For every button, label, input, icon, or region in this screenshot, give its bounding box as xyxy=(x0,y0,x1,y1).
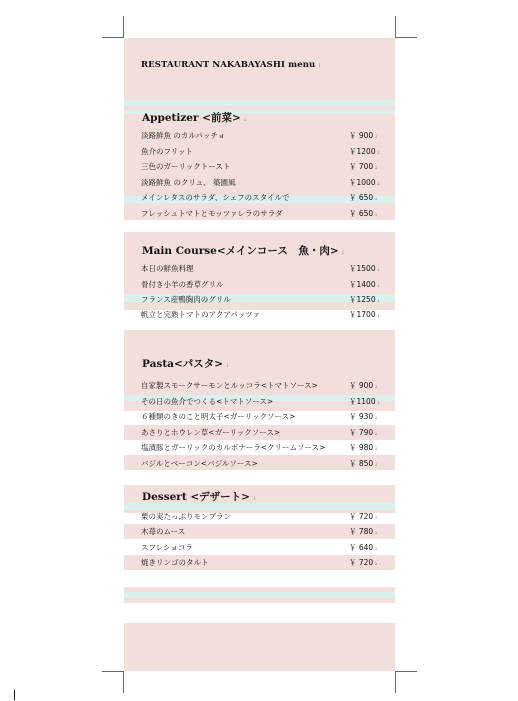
section-heading-text: Main Course<メインコース 魚・肉> xyxy=(142,245,339,257)
menu-item-name: 木苺のムース xyxy=(141,527,186,536)
menu-item xyxy=(141,557,381,569)
menu-item xyxy=(141,511,381,523)
menu-item xyxy=(141,442,381,454)
menu-item xyxy=(141,192,381,204)
menu-item-price: ￥ 700↓ xyxy=(349,162,378,171)
paragraph-mark: ↓ xyxy=(317,63,322,69)
section-heading-text: Dessert <デザート> xyxy=(142,491,250,503)
menu-item xyxy=(141,161,381,173)
menu-item xyxy=(141,411,381,423)
menu-item-name: 三色のガーリックトースト xyxy=(141,162,231,171)
crop-mark-bottom-left-v xyxy=(123,671,124,693)
menu-item xyxy=(141,263,381,275)
menu-item-name: スフレショコラ xyxy=(141,543,193,552)
menu-item-price: ￥ 850↓ xyxy=(349,459,378,468)
section-heading-appetizer xyxy=(142,110,247,125)
menu-item xyxy=(141,542,381,554)
menu-item xyxy=(141,208,381,220)
menu-item-name: フランス産鴨胸肉のグリル xyxy=(141,295,231,304)
section-heading-dessert xyxy=(142,489,256,504)
section-heading-main-course xyxy=(142,243,345,258)
band-footer-block xyxy=(124,623,395,671)
menu-item xyxy=(141,380,381,392)
menu-item-name: 焼きリンゴのタルト xyxy=(141,558,209,567)
menu-item xyxy=(141,146,381,158)
band-footer-2 xyxy=(124,598,395,603)
menu-item-price: ￥1500↓ xyxy=(349,264,381,273)
crop-mark-bottom-left-h xyxy=(102,671,124,672)
menu-item-name: 骨付き小羊の香草グリル xyxy=(141,280,224,289)
menu-item-price: ￥ 900↓ xyxy=(349,131,378,140)
menu-item-name: バジルとベーコン<バジルソース> xyxy=(141,459,258,468)
menu-item-price: ￥1400↓ xyxy=(349,280,381,289)
menu-item-price: ￥1700↓ xyxy=(349,310,381,319)
crop-mark-top-left-h xyxy=(102,37,124,38)
paragraph-mark: ↓ xyxy=(340,250,345,256)
menu-item xyxy=(141,526,381,538)
text-cursor xyxy=(14,690,15,700)
menu-title xyxy=(141,60,322,70)
menu-item-price: ￥ 780↓ xyxy=(349,527,378,536)
menu-item-name: 自家製スモークサーモンとルッコラ<トマトソース> xyxy=(141,381,318,390)
menu-item-price: ￥ 640↓ xyxy=(349,543,378,552)
band-dessert-stripe xyxy=(124,503,395,510)
menu-item-price: ￥1000↓ xyxy=(349,178,381,187)
menu-item-name: 淡路鮮魚 のクリュ、 築園風 xyxy=(141,178,236,187)
menu-item-name: 魚介のフリット xyxy=(141,147,193,156)
crop-mark-top-right-v xyxy=(395,16,396,38)
section-heading-text: Pasta<パスタ> xyxy=(142,358,224,370)
menu-item-price: ￥ 720↓ xyxy=(349,558,378,567)
menu-item-price: ￥ 650↓ xyxy=(349,193,378,202)
menu-item-price: ￥1100↓ xyxy=(349,397,381,406)
crop-mark-top-right-h xyxy=(395,37,417,38)
menu-item-price: ￥1200↓ xyxy=(349,147,381,156)
menu-item xyxy=(141,130,381,142)
menu-item-name: 淡路鮮魚 のカルパッチョ xyxy=(141,131,226,140)
menu-item-price: ￥ 930↓ xyxy=(349,412,378,421)
menu-item-name: 栗の実たっぷりモンブラン xyxy=(141,512,231,521)
menu-item-price: ￥ 650↓ xyxy=(349,209,378,218)
menu-item xyxy=(141,177,381,189)
menu-item-price: ￥ 720↓ xyxy=(349,512,378,521)
menu-item xyxy=(141,309,381,321)
menu-item-name: その日の魚介でつくる<トマトソース> xyxy=(141,397,274,406)
section-heading-text: Appetizer <前菜> xyxy=(142,112,241,124)
menu-item-name: メインレタスのサラダ、シェフのスタイルで xyxy=(141,193,290,202)
menu-item xyxy=(141,396,381,408)
menu-item-name: あさりとホウレン草<ガーリックソース> xyxy=(141,428,281,437)
menu-item-price: ￥ 790↓ xyxy=(349,428,378,437)
menu-item-price: ￥ 980↓ xyxy=(349,443,378,452)
menu-item xyxy=(141,427,381,439)
crop-mark-top-left-v xyxy=(123,16,124,38)
menu-item-name: ６種類のきのこと明太子<ガーリックソース> xyxy=(141,412,296,421)
menu-item-name: 塩漬豚とガーリックのカルボナーラ<クリームソース> xyxy=(141,443,326,452)
crop-mark-bottom-right-h xyxy=(395,671,417,672)
menu-item-price: ￥1250↓ xyxy=(349,295,381,304)
paragraph-mark: ↓ xyxy=(251,496,257,502)
menu-item xyxy=(141,458,381,470)
menu-item xyxy=(141,279,381,291)
menu-item-name: 本日の鮮魚料理 xyxy=(141,264,194,273)
paragraph-mark: ↓ xyxy=(242,117,247,123)
section-heading-pasta xyxy=(142,356,229,371)
paragraph-mark: ↓ xyxy=(225,363,230,369)
menu-title-text: RESTAURANT NAKABAYASHI menu xyxy=(141,60,316,70)
crop-mark-bottom-right-v xyxy=(395,671,396,693)
menu-item-name: 帆立と完熟トマトのアクアパッツァ xyxy=(141,310,261,319)
menu-item xyxy=(141,294,381,306)
menu-item-price: ￥ 900↓ xyxy=(349,381,378,390)
menu-item-name: フレッシュトマトとモッツァレラのサラダ xyxy=(141,209,283,218)
